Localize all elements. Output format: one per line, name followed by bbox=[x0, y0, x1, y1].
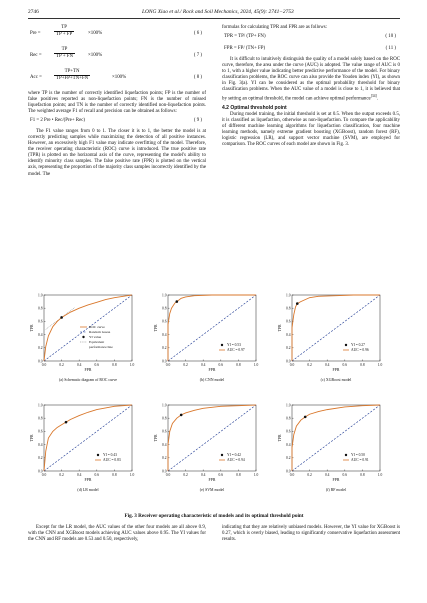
x-tick-label: 0.0 bbox=[165, 363, 171, 367]
paragraph-text: It is difficult to intuitively distinguish the quality of a model solely based on the ROC curve, therefore, the area under the curve (AUC) is adopted. The value range of AUC is 0 to 1, with a higher value indicating better predictive performance of the model. For binary classification problems, the ROC curve can also provide the Youden index (YI), as shown in Fig. 3(a). YI can be considered as the optimal probability threshold for binary classification problems. When the AUC value of a model is close to 1, it is believed that by setting an optimal threshold, the model can achieve optimal performance bbox=[222, 57, 400, 102]
legend-label: YI = 0.53 bbox=[227, 343, 241, 348]
y-tick-label: 0.4 bbox=[162, 442, 167, 447]
legend-label: AUC = 0.97 bbox=[227, 348, 245, 353]
x-tick-label: 0.8 bbox=[236, 473, 241, 477]
equation-fpr bbox=[222, 45, 400, 54]
legend-label: AUC = 0.96 bbox=[351, 348, 369, 353]
y-tick-label: 0.2 bbox=[38, 346, 43, 351]
equation-f1 bbox=[28, 117, 206, 126]
x-axis-label: FPR bbox=[332, 478, 340, 482]
paragraph: formulas for calculating TPR and FPR are as follows: bbox=[222, 25, 328, 30]
x-tick-label: 0.8 bbox=[112, 473, 117, 477]
y-tick-label: 0.4 bbox=[286, 332, 291, 337]
legend-label: Random Guess bbox=[89, 330, 111, 335]
x-tick-label: 0.0 bbox=[289, 363, 295, 367]
legend-label: YI = 0.42 bbox=[227, 453, 241, 458]
figure-caption: Fig. 3 Receiver operating characteristic of models and its optimal threshold point bbox=[124, 513, 304, 519]
y-tick-label: 0.8 bbox=[286, 306, 291, 311]
y-tick-label: 0.8 bbox=[162, 416, 167, 421]
roc-panel bbox=[154, 293, 258, 382]
y-tick-label: 0.2 bbox=[162, 346, 167, 351]
y-axis-label: TPR bbox=[154, 434, 158, 442]
eq-text: TPR = TP/ (TP+ FN) bbox=[224, 34, 266, 40]
eq-numerator: TP bbox=[61, 47, 68, 52]
x-tick-label: 0.4 bbox=[324, 473, 330, 477]
roc-figure bbox=[28, 287, 400, 503]
x-tick-label: 0.6 bbox=[94, 363, 100, 367]
eq-denominator: TP + FP bbox=[56, 32, 73, 38]
y-tick-label: 0.6 bbox=[286, 319, 291, 324]
x-axis-label: FPR bbox=[332, 368, 340, 372]
y-tick-label: 0.0 bbox=[162, 359, 167, 364]
x-tick-label: 0.6 bbox=[94, 473, 100, 477]
page-number: 2746 bbox=[28, 9, 39, 15]
eq-text: F1 = 2 Pre • Rec/(Pre+ Rec) bbox=[30, 118, 86, 124]
legend-label: YI = 0.50 bbox=[351, 453, 365, 458]
y-axis-label: TPR bbox=[30, 324, 34, 332]
legend-label: Equivalent bbox=[89, 340, 105, 345]
panel-caption: (a) Schematic diagram of ROC curve bbox=[58, 378, 118, 382]
x-tick-label: 1.0 bbox=[129, 363, 135, 367]
eq-lhs: Pre = bbox=[30, 31, 41, 36]
legend-label: AUC = 0.83 bbox=[103, 458, 121, 463]
panel-caption: (f) RF model bbox=[325, 488, 347, 492]
eq-number: ( 6 ) bbox=[193, 31, 202, 36]
paragraph: During model training, the initial threshold is set at 0.5. When the output exceeds 0.5, it is classified as liquefaction, otherwise as non-liquefaction. To compare the applicability of different machine learning algorithms for liquefaction classification, four machine learning methods, namely extreme gradient boosting (XGBoost), random forest (RF), logistic regression (LR), and support vector machine (SVM), are employed for comparison. The ROC curves of each model are shown in Fig. 3. bbox=[222, 112, 400, 148]
x-tick-label: 0.0 bbox=[165, 473, 171, 477]
y-axis-label: TPR bbox=[30, 434, 34, 442]
x-tick-label: 1.0 bbox=[377, 363, 383, 367]
equation-recall bbox=[28, 47, 206, 67]
x-tick-label: 0.6 bbox=[342, 363, 348, 367]
x-axis-label: FPR bbox=[208, 368, 216, 372]
eq-number: ( 7 ) bbox=[193, 53, 202, 58]
y-axis-label: TPR bbox=[154, 324, 158, 332]
paragraph: indicating that they are relatively unbiased models. However, the YI value for XGBoost is 0.27, which is overly biased, leading to significantly conservative liquefaction assessment results. bbox=[222, 525, 400, 543]
x-tick-label: 0.0 bbox=[289, 473, 295, 477]
y-tick-label: 0.4 bbox=[162, 332, 167, 337]
legend-label: performance line bbox=[89, 345, 113, 349]
y-axis-label: TPR bbox=[278, 324, 282, 332]
panel-caption: (d) LR model bbox=[77, 488, 99, 492]
y-tick-label: 0.0 bbox=[286, 359, 291, 364]
y-tick-label: 0.2 bbox=[286, 456, 291, 461]
x-axis-label: FPR bbox=[84, 368, 92, 372]
x-tick-label: 0.6 bbox=[218, 363, 224, 367]
legend-yi-swatch bbox=[97, 454, 99, 456]
x-tick-label: 0.6 bbox=[342, 473, 348, 477]
yi-point bbox=[304, 416, 307, 419]
legend-yi-swatch bbox=[82, 336, 84, 338]
x-tick-label: 0.2 bbox=[307, 363, 312, 367]
x-tick-label: 0.8 bbox=[112, 363, 117, 367]
eq-lhs: Acc = bbox=[30, 75, 42, 80]
y-tick-label: 1.0 bbox=[162, 403, 167, 408]
panel-caption: (c) XGBoost model bbox=[320, 378, 352, 382]
equation-accuracy bbox=[28, 69, 206, 89]
y-tick-label: 0.6 bbox=[162, 319, 167, 324]
roc-curve bbox=[44, 295, 132, 361]
equation-precision bbox=[28, 25, 206, 45]
y-axis-label: TPR bbox=[278, 434, 282, 442]
x-tick-label: 0.6 bbox=[218, 473, 224, 477]
x-tick-label: 0.0 bbox=[41, 473, 47, 477]
eq-tail: ×100% bbox=[112, 75, 127, 80]
x-tick-label: 0.4 bbox=[200, 363, 206, 367]
section-heading: 4.2 Optimal threshold point bbox=[222, 105, 287, 111]
eq-fraction bbox=[54, 25, 74, 38]
x-tick-label: 1.0 bbox=[129, 473, 135, 477]
eq-number: ( 9 ) bbox=[193, 118, 202, 124]
bottom-left-column bbox=[28, 525, 206, 543]
x-tick-label: 0.4 bbox=[200, 473, 206, 477]
y-tick-label: 1.0 bbox=[162, 293, 167, 298]
y-tick-label: 0.2 bbox=[286, 346, 291, 351]
eq-tail: ×100% bbox=[88, 53, 103, 58]
left-column bbox=[28, 25, 206, 180]
x-tick-label: 0.2 bbox=[183, 363, 188, 367]
x-tick-label: 0.4 bbox=[76, 473, 82, 477]
panel-caption: (e) SVM model bbox=[199, 488, 225, 492]
x-tick-label: 0.2 bbox=[307, 473, 312, 477]
x-tick-label: 0.4 bbox=[76, 363, 82, 367]
legend-label: YI = 0.27 bbox=[351, 343, 365, 348]
paragraph bbox=[222, 57, 400, 103]
roc-panel bbox=[30, 293, 134, 382]
roc-panel bbox=[278, 403, 382, 492]
y-tick-label: 0.8 bbox=[286, 416, 291, 421]
x-tick-label: 0.4 bbox=[324, 363, 330, 367]
roc-panel bbox=[30, 403, 134, 492]
citation: [34] bbox=[370, 94, 377, 99]
eq-fraction bbox=[54, 69, 90, 82]
y-tick-label: 0.8 bbox=[162, 306, 167, 311]
right-column bbox=[222, 25, 400, 150]
legend-yi-swatch bbox=[221, 454, 223, 456]
x-tick-label: 0.2 bbox=[183, 473, 188, 477]
y-tick-label: 1.0 bbox=[38, 403, 43, 408]
yi-point bbox=[180, 414, 183, 417]
roc-panel bbox=[278, 293, 382, 382]
legend-yi-swatch bbox=[345, 454, 347, 456]
yi-point bbox=[65, 421, 68, 424]
legend-label: YI = 0.43 bbox=[103, 453, 117, 458]
paragraph: The F1 value ranges from 0 to 1. The closer it is to 1, the better the model is at correctly predicting samples while maximizing the detection of all positive instances. However, an excessively high F1 value may indicate overfitting of the model. Therefore, the receiver operating characteristic (ROC) curve is introduced. The true positive rate (TPR) is plotted on the horizontal axis of the curve, representing the model's ability to identify minority class samples. The false positive rate (FPR) is plotted on the vertical axis, representing the proportion of the majority class samples incorrectly identified by the model. The bbox=[28, 129, 206, 177]
equation-tpr bbox=[222, 33, 400, 42]
x-tick-label: 0.0 bbox=[41, 363, 47, 367]
y-tick-label: 0.4 bbox=[38, 332, 43, 337]
eq-number: ( 10 ) bbox=[385, 34, 396, 40]
paragraph-end: . bbox=[376, 96, 378, 102]
y-tick-label: 0.0 bbox=[38, 359, 43, 364]
x-tick-label: 0.2 bbox=[59, 473, 64, 477]
y-tick-label: 0.0 bbox=[286, 469, 291, 474]
x-tick-label: 1.0 bbox=[253, 363, 259, 367]
x-tick-label: 0.8 bbox=[236, 363, 241, 367]
legend-label: AUC = 0.91 bbox=[351, 458, 369, 463]
yi-point bbox=[60, 316, 63, 319]
y-tick-label: 1.0 bbox=[286, 293, 291, 298]
panel-caption: (b) CNN model bbox=[199, 378, 225, 382]
eq-number: ( 8 ) bbox=[193, 75, 202, 80]
x-tick-label: 0.2 bbox=[59, 363, 64, 367]
y-tick-label: 0.6 bbox=[286, 429, 291, 434]
eq-denominator: TP + FN bbox=[56, 54, 73, 60]
legend-yi-swatch bbox=[345, 344, 347, 346]
y-tick-label: 0.8 bbox=[38, 416, 43, 421]
header-rule bbox=[28, 18, 400, 19]
y-tick-label: 0.8 bbox=[38, 306, 43, 311]
legend-label: ROC curve bbox=[89, 325, 105, 330]
x-axis-label: FPR bbox=[208, 478, 216, 482]
y-tick-label: 1.0 bbox=[286, 403, 291, 408]
y-tick-label: 0.0 bbox=[162, 469, 167, 474]
eq-numerator: TP bbox=[61, 25, 67, 30]
eq-tail: ×100% bbox=[88, 31, 103, 36]
x-tick-label: 0.8 bbox=[360, 363, 365, 367]
legend-label: YI value bbox=[89, 335, 102, 340]
y-tick-label: 0.4 bbox=[38, 442, 43, 447]
eq-fraction bbox=[54, 47, 75, 60]
y-tick-label: 0.0 bbox=[38, 469, 43, 474]
eq-numerator: TP+TN bbox=[64, 69, 80, 74]
eq-denominator: TP+FP+TN+FN bbox=[56, 76, 89, 82]
x-axis-label: FPR bbox=[84, 478, 92, 482]
yi-point bbox=[176, 300, 179, 303]
x-tick-label: 1.0 bbox=[377, 473, 383, 477]
y-tick-label: 1.0 bbox=[38, 293, 43, 298]
y-tick-label: 0.6 bbox=[162, 429, 167, 434]
running-header: LONG Xiao et al./ Rock and Soil Mechanics, 2024, 45(9): 2741−2753 bbox=[142, 9, 294, 15]
x-tick-label: 1.0 bbox=[253, 473, 259, 477]
y-tick-label: 0.6 bbox=[38, 319, 43, 324]
x-tick-label: 0.8 bbox=[360, 473, 365, 477]
bottom-right-column bbox=[222, 525, 400, 543]
y-tick-label: 0.6 bbox=[38, 429, 43, 434]
yi-point bbox=[296, 302, 299, 305]
eq-lhs: Rec = bbox=[30, 53, 42, 58]
eq-text: FPR = FP/ (TN+ FP) bbox=[224, 46, 266, 52]
legend-yi-swatch bbox=[221, 344, 223, 346]
y-tick-label: 0.2 bbox=[38, 456, 43, 461]
roc-panel bbox=[154, 403, 258, 492]
y-tick-label: 0.2 bbox=[162, 456, 167, 461]
legend-label: AUC = 0.94 bbox=[227, 458, 245, 463]
eq-number: ( 11 ) bbox=[385, 46, 396, 52]
paragraph: where TP is the number of correctly identified liquefaction points; FP is the number of false positives reported as non-liquefaction points; FN is the number of missed liquefaction points; and TN is the number of correctly identified non-liquefaction points. The weighted average F1 of recall and precision can be obtained as follows: bbox=[28, 91, 206, 115]
paragraph: Except for the LR model, the AUC values of the other four models are all above 0.9, with the CNN and XGBoost models achieving AUC values above 0.95. The YI values for the CNN and RF models are 0.53 and 0.50, respectively, bbox=[28, 525, 206, 543]
y-tick-label: 0.4 bbox=[286, 442, 291, 447]
